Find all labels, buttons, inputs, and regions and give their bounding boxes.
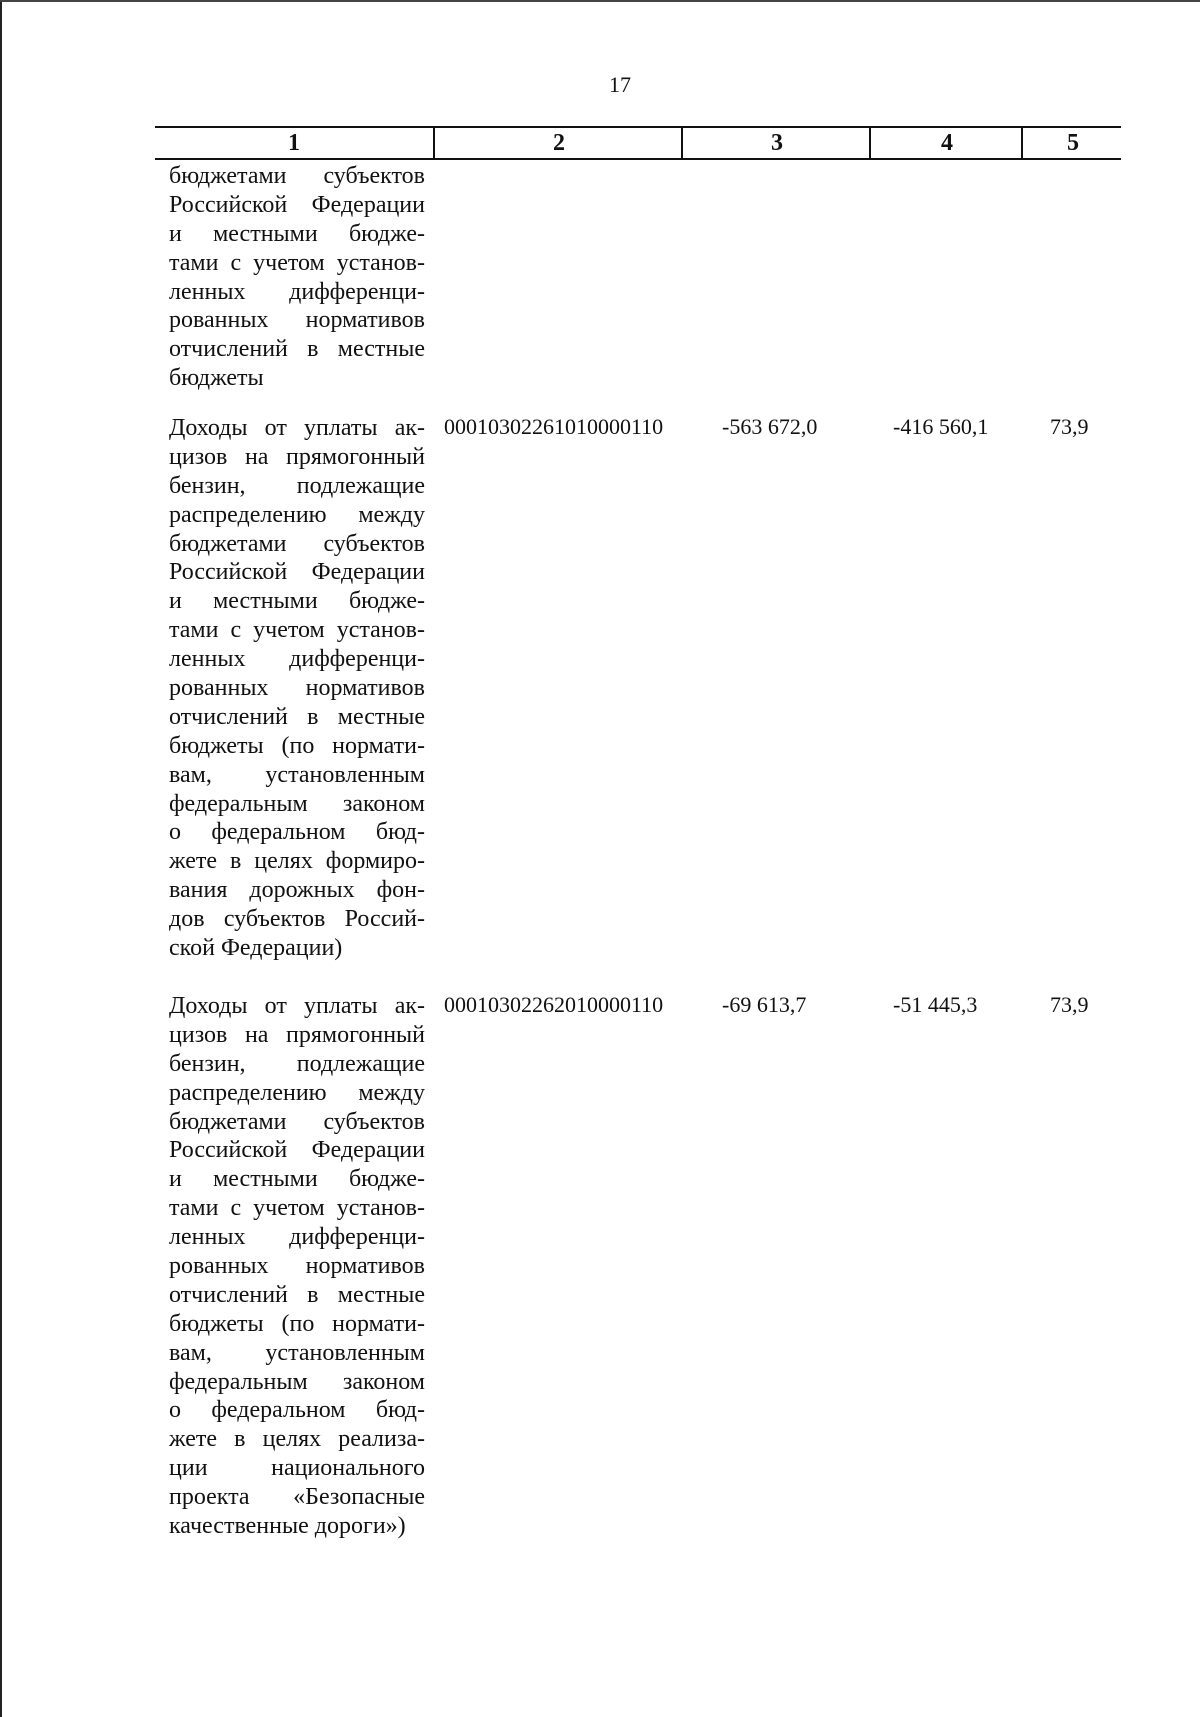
header-col-5: 5 xyxy=(1021,128,1123,158)
description-line: Российской Федерации xyxy=(169,1137,425,1164)
description-line: о федеральном бюд- xyxy=(169,1397,425,1424)
row-col5-value: 73,9 xyxy=(1050,414,1089,439)
header-col-4: 4 xyxy=(869,128,1023,158)
description-line: бюджеты (по нормати- xyxy=(169,1310,425,1337)
header-col-1: 1 xyxy=(288,130,300,156)
description-line: Российской Федерации xyxy=(169,559,425,586)
description-line: Российской Федерации xyxy=(169,191,425,218)
row-col4-value: -51 445,3 xyxy=(893,992,978,1017)
description-line: распределению между xyxy=(169,1079,425,1106)
description-line: и местными бюдже- xyxy=(169,588,425,615)
description-line: бензин, подлежащие xyxy=(169,1050,425,1077)
row-description xyxy=(169,414,425,963)
description-line: Доходы от уплаты ак- xyxy=(169,415,425,441)
description-line: бюджеты xyxy=(169,365,264,392)
description-line: проекта «Безопасные xyxy=(169,1484,425,1511)
header-col-2: 2 xyxy=(433,128,683,158)
scan-edge-top xyxy=(0,0,1200,2)
description-line: рованных нормативов xyxy=(169,1253,425,1280)
page-number: 17 xyxy=(609,72,631,97)
description-line: ленных дифференци- xyxy=(169,278,425,305)
description-line: качественные дороги») xyxy=(169,1513,406,1540)
description-line: отчислений в местные xyxy=(169,336,425,363)
row-code: 00010302262010000110 xyxy=(444,992,664,1017)
description-line: федеральным законом xyxy=(169,1368,425,1395)
description-line: бюджетами субъектов xyxy=(169,1108,425,1135)
scan-edge-left xyxy=(0,0,2,1717)
description-line: жете в целях формиро- xyxy=(169,848,425,875)
description-line: тами с учетом установ- xyxy=(169,1195,425,1222)
description-line: о федеральном бюд- xyxy=(169,819,425,846)
description-line: тами с учетом установ- xyxy=(169,617,425,644)
description-line: бюджетами субъектов xyxy=(169,530,425,557)
description-line: вам, установленным xyxy=(169,1339,425,1366)
row-col3-value: -69 613,7 xyxy=(722,992,807,1017)
row-col3-value: -563 672,0 xyxy=(722,414,818,439)
description-line: вам, установленным xyxy=(169,761,425,788)
description-line: ской Федерации) xyxy=(169,935,343,962)
header-col-3: 3 xyxy=(681,128,871,158)
description-line: ленных дифференци- xyxy=(169,1224,425,1251)
description-line: распределению между xyxy=(169,501,425,528)
description-line: цизов на прямогонный xyxy=(169,443,425,470)
description-line: тами с учетом установ- xyxy=(169,249,425,276)
description-line: отчислений в местные xyxy=(169,1281,425,1308)
description-line: федеральным законом xyxy=(169,790,425,817)
row-description xyxy=(169,992,425,1541)
description-line: бензин, подлежащие xyxy=(169,472,425,499)
description-line: жете в целях реализа- xyxy=(169,1426,425,1453)
table-header-row xyxy=(155,126,1121,160)
description-line: и местными бюдже- xyxy=(169,1166,425,1193)
description-line: ции национального xyxy=(169,1455,425,1482)
row-code: 00010302261010000110 xyxy=(444,414,664,439)
description-line: ленных дифференци- xyxy=(169,646,425,673)
description-line: цизов на прямогонный xyxy=(169,1021,425,1048)
description-line: рованных нормативов xyxy=(169,307,425,334)
description-line: вания дорожных фон- xyxy=(169,877,425,904)
description-line: дов субъектов Россий- xyxy=(169,906,425,933)
description-line: Доходы от уплаты ак- xyxy=(169,993,425,1019)
description-line: бюджеты (по нормати- xyxy=(169,732,425,759)
description-line: бюджетами субъектов xyxy=(169,163,425,189)
row-col4-value: -416 560,1 xyxy=(893,414,989,439)
description-line: рованных нормативов xyxy=(169,675,425,702)
description-line: и местными бюдже- xyxy=(169,220,425,247)
row-description xyxy=(169,162,425,393)
description-line: отчислений в местные xyxy=(169,703,425,730)
row-col5-value: 73,9 xyxy=(1050,992,1089,1017)
